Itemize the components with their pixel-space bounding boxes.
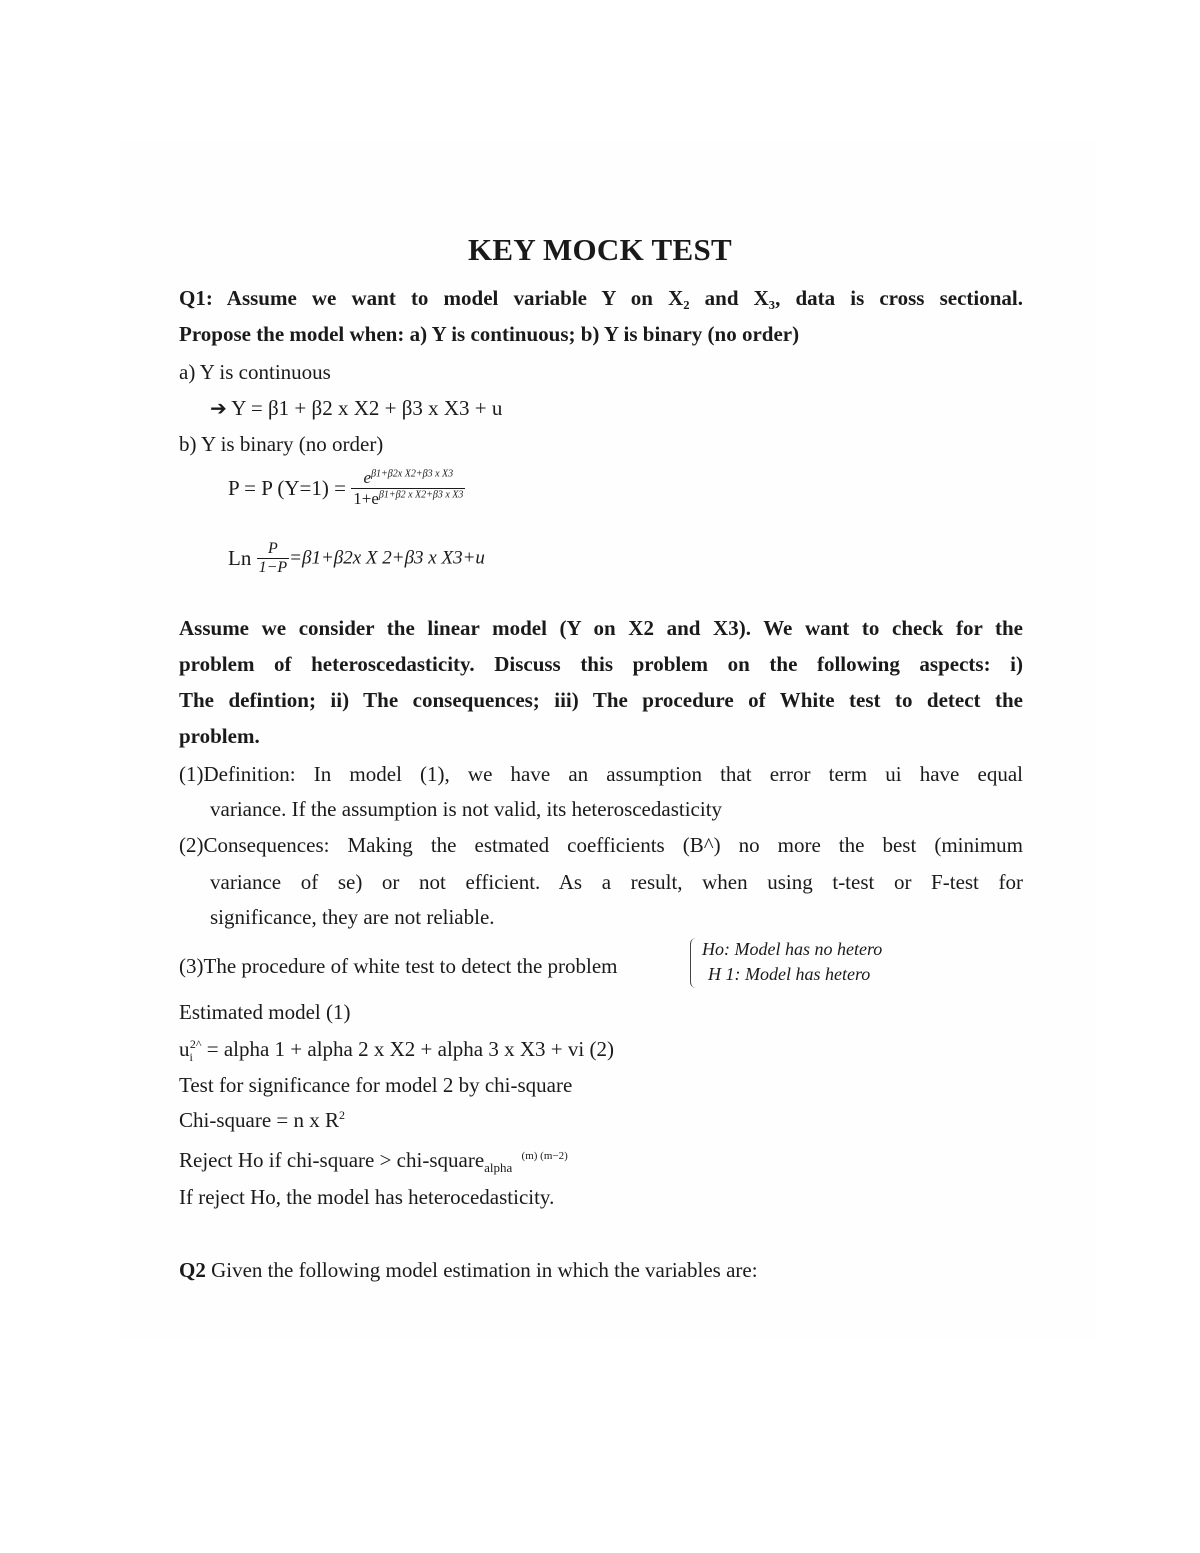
linear-model-equation: Y = β1 + β2 x X2 + β3 x X3 + u [231, 396, 503, 420]
definition-line-1: (1)Definition: In model (1), we have an assumption that error term ui have equal [179, 762, 1023, 786]
q1-question-line-2: Propose the model when: a) Y is continuous; b) Y is binary (no order) [179, 322, 800, 346]
alternative-hypothesis: H 1: Model has hetero [708, 964, 871, 984]
hetero-question-line-1: Assume we consider the linear model (Y on X2 and X3). We want to check for the [179, 616, 1023, 640]
q2-line [179, 1258, 758, 1283]
hetero-question-line-4: problem. [179, 724, 260, 748]
logit-fraction [351, 468, 465, 509]
arrow-right-icon: ➔ [210, 396, 227, 420]
logit-numerator: $e^{\beta 1+\beta 2x X2+\beta 3 x X3}$ [351, 468, 465, 489]
log-odds-rhs: =β1+β2x X 2+β3 x X3+u [289, 547, 485, 569]
q2-label: Q2 [179, 1258, 206, 1282]
consequences-line-2: variance of se) or not efficient. As a result, when using t-test or F-test for [210, 870, 1023, 894]
logit-denominator: $1+e^{\beta 1+\beta 2 x X2+\beta 3 x X3}$ [353, 489, 464, 508]
q2-text: Given the following model estimation in which the variables are: [205, 1258, 758, 1282]
probability-lhs: P = P (Y=1) = [228, 476, 346, 500]
q1-question-line-1: Q1: Assume we want to model variable Y on X₂ and X₃, data is cross sectional. [179, 286, 1023, 310]
hetero-question-line-2: problem of heteroscedasticity. Discuss this problem on the following aspects: i) [179, 652, 1023, 676]
q1-part-a-label: a) Y is continuous [179, 360, 331, 384]
conclusion-line: If reject Ho, the model has heterocedasticity. [179, 1185, 555, 1209]
consequences-line-1: (2)Consequences: Making the estmated coefficients (B^) no more the best (minimum [179, 833, 1023, 857]
q1-part-a-equation [210, 396, 502, 421]
auxiliary-regression-line: $u_i^{2\^{}}$ = alpha 1 + alpha 2 x X2 + alpha 3 x X3 + vi (2) [179, 1037, 614, 1065]
log-odds-equation [228, 540, 485, 577]
procedure-line: (3)The procedure of white test to detect the problem [179, 954, 618, 978]
q1-part-b-label: b) Y is binary (no order) [179, 432, 384, 456]
logit-probability-equation [228, 468, 465, 509]
hetero-question-line-3: The defintion; ii) The consequences; iii) The procedure of White test to detect the [179, 688, 1023, 712]
hypotheses-brace [690, 938, 699, 988]
test-significance-line: Test for significance for model 2 by chi-square [179, 1073, 573, 1097]
page-title: KEY MOCK TEST [467, 232, 732, 267]
estimated-model-line: Estimated model (1) [179, 1000, 351, 1024]
chi-square-formula: Chi-square = n x $R^2$ [179, 1108, 345, 1132]
ln-label: Ln [228, 546, 252, 570]
definition-line-2: variance. If the assumption is not valid, its heteroscedasticity [210, 797, 723, 821]
consequences-line-3: significance, they are not reliable. [210, 905, 495, 929]
rejection-rule: Reject Ho if chi-square > chi-square$_{alpha}$ $^{(m) (m-2)}$ [179, 1148, 568, 1176]
odds-fraction: $\frac{P}{1-P}$ [258, 540, 288, 576]
null-hypothesis: Ho: Model has no hetero [702, 939, 883, 959]
